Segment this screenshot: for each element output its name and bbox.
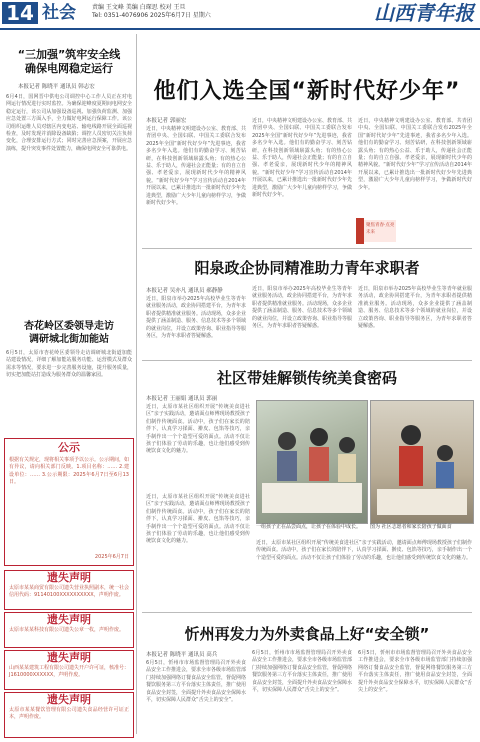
newspaper-logo: 山西青年报 xyxy=(374,1,474,25)
photo-caption-left: 一组孩子正在品尝面点，让孩子在体验中成长。 xyxy=(256,524,362,530)
header-meta-editors: 责编 王文峰 美编 白琛思 校对 王旦 xyxy=(92,4,186,11)
loss-notice xyxy=(4,692,134,738)
story2-headline: 阳泉政企协同精准助力青年求职者 xyxy=(194,259,420,277)
public-notice-date: 2025年6月7日 xyxy=(94,554,129,560)
header-meta xyxy=(92,4,211,20)
public-notice-box xyxy=(4,438,134,566)
loss-notice-title: 遗失声明 xyxy=(47,613,91,626)
loss-notice-body: 太原市某某商贸有限公司遗失营业执照副本，统一社会信用代码：91140100XXXXXXXXXX，声明作废。 xyxy=(9,585,130,599)
loss-notice xyxy=(4,612,134,648)
story4-body-col3: 6月5日，忻州市市场监督管理局召开外卖食品安全工作推进会，要求全市各级市场监管部门持续加强网络订餐食品安全监管，督促网络餐饮服务第三方平台落实主体责任，推广使用食品安全封签，全面提升外卖食品安全保障水平，切实保障人民群众“舌尖上的安全”。 xyxy=(358,650,472,694)
section-title: 社会 xyxy=(42,3,76,23)
story2-body-col1: 近日，阳泉市举办2025年高校毕业生等青年就业服务活动，政企协同搭建平台，为青年求职者提供精准就业服务。活动现场，众多企业提供了涵盖制造、服务、信息技术等多个领域的就业岗位，并设立政策咨询、职业指导等服务区，为青年求职者答疑解惑。 xyxy=(146,296,247,340)
loss-notice-title: 遗失声明 xyxy=(47,651,91,664)
story2-body-col3: 近日，阳泉市举办2025年高校毕业生等青年就业服务活动，政企协同搭建平台，为青年求职者提供精准就业服务。活动现场，众多企业提供了涵盖制造、服务、信息技术等多个领域的就业岗位，并设立政策咨询、职业指导等服务区，为青年求职者答疑解惑。 xyxy=(358,286,472,330)
sidebar-story2-body: 6月5日，太原市杏花岭区委领导走访调研城北街道加能站建设情况，详细了解加能站服务功能、运营模式及群众需求等情况，要求进一步完善服务设施，提升服务质量，切实把加能站打造成为服务群众的温馨家园。 xyxy=(6,350,132,379)
loss-notice-title: 遗失声明 xyxy=(47,693,91,706)
loss-notice-body: 太原市某某科技有限公司遗失公章一枚，声明作废。 xyxy=(9,627,125,633)
story2-body-col2: 近日，阳泉市举办2025年高校毕业生等青年就业服务活动，政企协同搭建平台，为青年求职者提供精准就业服务。活动现场，众多企业提供了涵盖制造、服务、信息技术等多个领域的就业岗位，并设立政策咨询、职业指导等服务区，为青年求职者答疑解惑。 xyxy=(252,286,353,330)
sidebar-story1-title: “三加强”筑牢安全线 确保电网稳定运行 xyxy=(17,48,121,75)
story2-byline: 本报记者 吴亦凡 通讯员 郝静静 xyxy=(146,288,223,294)
story3-body: 近日，太原市某社区组织开展“传统美食进社区”亲子实践活动，邀请面点师傅现场教授孩子们制作传统面食。活动中，孩子们在家长的陪伴下，认真学习揉面、擀皮、包馅等技巧，亲手制作出一个个造型可爱的面点。活动不仅让孩子们体验了劳动的乐趣，也让他们感受到传统饮食文化的魅力。 xyxy=(146,404,250,455)
story4-headline: 忻州再发力为外卖食品上好“安全锁” xyxy=(184,625,430,643)
story3-body-bottom: 近日，太原市某社区组织开展“传统美食进社区”亲子实践活动，邀请面点师傅现场教授孩子们制作传统面食。活动中，孩子们在家长的陪伴下，认真学习揉面、擀皮、包馅等技巧，亲手制作出一个个造型可爱的面点。活动不仅让孩子们体验了劳动的乐趣，也让他们感受到传统饮食文化的魅力。 xyxy=(256,540,472,561)
column-rule xyxy=(136,34,137,734)
main-body-col3: 近日，中央精神文明建设办公室、教育部、共青团中央、全国妇联、中国关工委联合发布2025年全国“新时代好少年”先进事迹，我省多名少年入选。他们有的勤奋学习、刻苦钻研，在科技创新领域崭露头角；有的热心公益、乐于助人，传递社会正能量；有的自立自强、孝老爱亲，展现新时代少年的精神风貌。“新时代好少年”学习宣传活动自2014年开展以来，已累计推选出一批新时代好少年先进典型，激励广大少年儿童向榜样学习，争做新时代好少年。 xyxy=(358,118,472,191)
photo-children-icon xyxy=(257,401,367,523)
sidebar-story2-title: 杏花岭区委领导走访 调研城北街加能站 xyxy=(24,321,114,345)
main-byline: 本报记者 郭丽宏 xyxy=(146,118,187,124)
main-body-col2: 近日，中央精神文明建设办公室、教育部、共青团中央、全国妇联、中国关工委联合发布2025年全国“新时代好少年”先进事迹，我省多名少年入选。他们有的勤奋学习、刻苦钻研，在科技创新领域崭露头角；有的热心公益、乐于助人，传递社会正能量；有的自立自强、孝老爱亲，展现新时代少年的精神风貌。“新时代好少年”学习宣传活动自2014年开展以来，已累计推选出一批新时代好少年先进典型，激励广大少年儿童向榜样学习，争做新时代好少年。 xyxy=(252,118,353,199)
main-body-col1: 近日，中央精神文明建设办公室、教育部、共青团中央、全国妇联、中国关工委联合发布2025年全国“新时代好少年”先进事迹，我省多名少年入选。他们有的勤奋学习、刻苦钻研，在科技创新领域崭露头角；有的热心公益、乐于助人，传递社会正能量；有的自立自强、孝老爱亲，展现新时代少年的精神风貌。“新时代好少年”学习宣传活动自2014年开展以来，已累计推选出一批新时代好少年先进典型，激励广大少年儿童向榜样学习，争做新时代好少年。 xyxy=(146,126,247,207)
story4-body-col1: 6月5日，忻州市市场监督管理局召开外卖食品安全工作推进会，要求全市各级市场监管部门持续加强网络订餐食品安全监管，督促网络餐饮服务第三方平台落实主体责任，推广使用食品安全封签，全面提升外卖食品安全保障水平，切实保障人民群众“舌尖上的安全”。 xyxy=(146,660,247,704)
photo-volunteer-icon xyxy=(371,401,473,523)
story3-headline: 社区带娃解锁传统美食密码 xyxy=(216,369,397,387)
section-divider xyxy=(142,612,472,613)
header-meta-date: Tel: 0351-4076906 2025年6月7日 星期六 xyxy=(92,12,211,19)
story3-body-cont: 近日，太原市某社区组织开展“传统美食进社区”亲子实践活动，邀请面点师傅现场教授孩子们制作传统面食。活动中，孩子们在家长的陪伴下，认真学习揉面、擀皮、包馅等技巧，亲手制作出一个个造型可爱的面点。活动不仅让孩子们体验了劳动的乐趣，也让他们感受到传统饮食文化的魅力。 xyxy=(146,494,250,545)
loss-notice-body: 太原市某某餐饮管理有限公司遗失食品经营许可证正本，声明作废。 xyxy=(9,707,129,721)
loss-notice xyxy=(4,650,134,690)
loss-notice-body: 山西某某建筑工程有限公司遗失开户许可证，核准号：J1610000XXXXXX，声明作废。 xyxy=(9,665,130,679)
story4-body-col2: 6月5日，忻州市市场监督管理局召开外卖食品安全工作推进会，要求全市各级市场监管部门持续加强网络订餐食品安全监管，督促网络餐饮服务第三方平台落实主体责任，推广使用食品安全封签，全面提升外卖食品安全保障水平，切实保障人民群众“舌尖上的安全”。 xyxy=(252,650,353,694)
youth-tag-text: 聚焦青春·点亮未来 xyxy=(366,223,395,235)
story3-photo-left xyxy=(256,400,368,524)
sidebar-story1-byline: 本报记者 陈晓平 通讯员 韩志宏 xyxy=(18,84,95,90)
loss-notice-title: 遗失声明 xyxy=(47,571,91,584)
youth-tag-badge xyxy=(356,218,396,244)
page-number: 14 xyxy=(2,2,38,24)
public-notice-body: 根据有关规定，现将相关事项予以公示。公示期间，如有异议，请向相关部门反映。1.项目名称：…… 2.建设单位：…… 3.公示期限：2025年6月7日至6月13日。 xyxy=(9,457,130,486)
story3-byline: 本报记者 王丽娟 通讯员 郭丽 xyxy=(146,396,218,402)
header-rule xyxy=(0,28,480,30)
sidebar-story1-body: 6月4日，国网晋中供电公司调控中心工作人员正在对电网运行情况进行实时监控。为确保迎峰度夏期间电网安全稳定运行，该公司从加强设备巡视、加强负荷监测、加强应急处置三方面入手，全力做好电网运行保障工作。该公司组织运维人员对辖区内变电站、输电线路开展全面巡视检查，及时发现并消除设备缺陷；调控人员密切关注负荷变化，合理安排运行方式；同时完善应急预案，开展应急演练，提升突发事件处置能力，确保电网安全可靠供电。 xyxy=(6,94,132,152)
story3-photo-right xyxy=(370,400,474,524)
section-divider xyxy=(142,360,472,361)
loss-notice xyxy=(4,570,134,610)
photo-caption-right: 图为 社区志愿者和家长陪孩子做面食 xyxy=(370,524,452,530)
story4-byline: 本报记者 陈晓平 通讯员 高兵 xyxy=(146,652,218,658)
section-divider xyxy=(142,248,472,249)
public-notice-title: 公示 xyxy=(58,441,80,454)
main-headline: 他们入选全国“新时代好少年” xyxy=(153,79,461,104)
